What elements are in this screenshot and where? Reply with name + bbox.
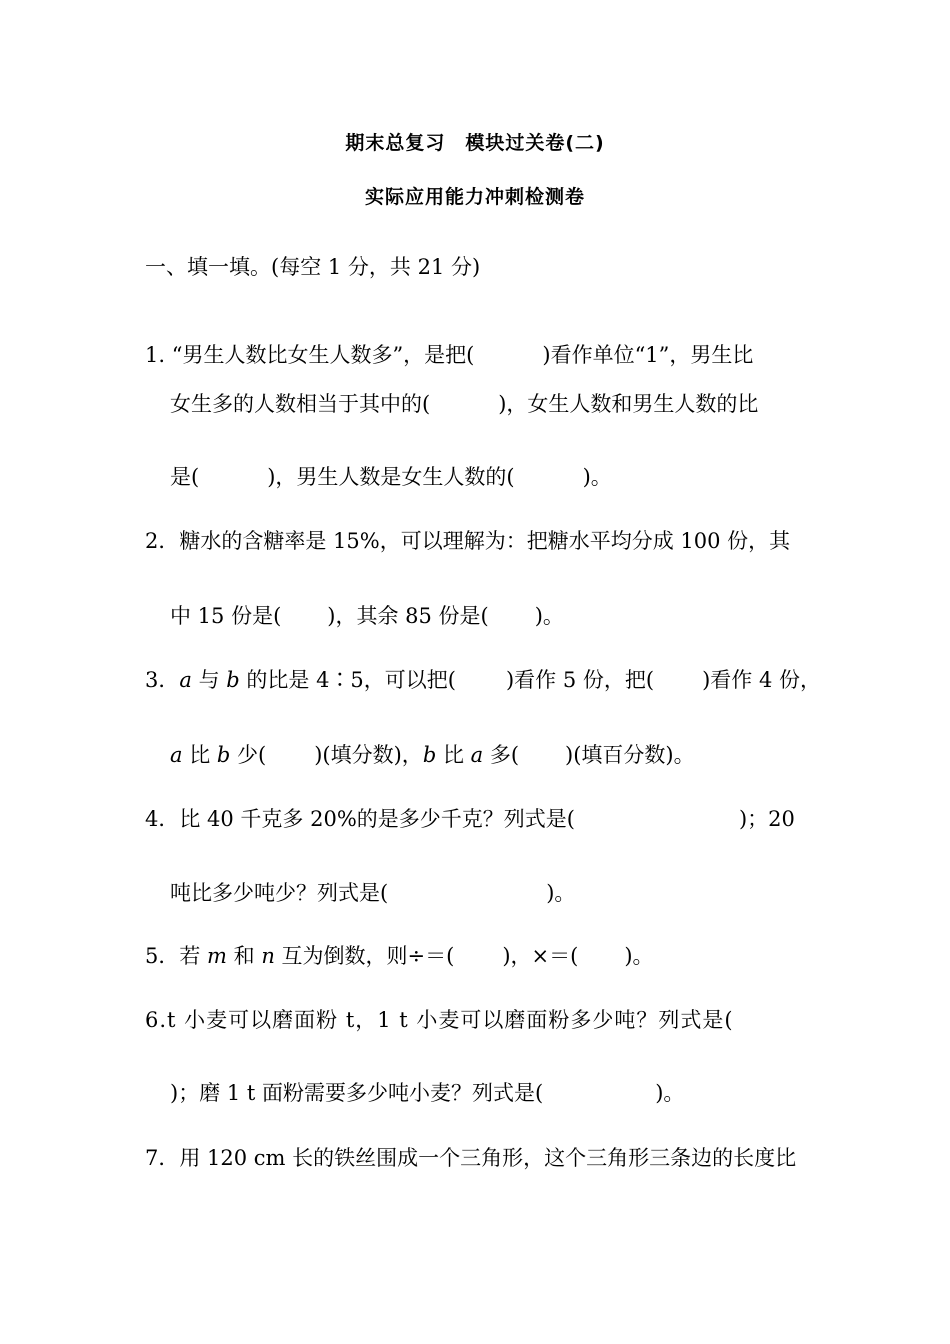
page-subtitle: 实际应用能力冲刺检测卷 xyxy=(364,186,585,208)
question-4-line-1 xyxy=(145,804,795,834)
q1-text: )，男生人数是女生人数的( xyxy=(267,465,515,489)
q5-text: 互为倒数，则÷＝( xyxy=(274,944,455,968)
question-1-line-1 xyxy=(145,340,753,370)
q1-text: 女生多的人数相当于其中的( xyxy=(170,392,431,416)
q1-text: 1. “男生人数比女生人数多”，是把( xyxy=(145,343,475,367)
q1-text: )，女生人数和男生人数的比 xyxy=(498,392,759,416)
q2-text: 中 15 份是( xyxy=(170,604,282,628)
q5-text: )，×＝( xyxy=(502,944,579,968)
q4-text: )；20 xyxy=(738,807,795,831)
question-2-line-2 xyxy=(170,601,564,631)
q6-text: )；磨 1 t 面粉需要多少吨小麦？列式是( xyxy=(170,1081,544,1105)
q3-var: a xyxy=(170,743,183,767)
q2-text: )。 xyxy=(534,604,564,628)
q4-text: 4．比 40 千克多 20%的是多少千克？列式是( xyxy=(145,807,575,831)
q3-var: b xyxy=(422,743,437,767)
question-5 xyxy=(145,941,654,971)
q3-var: a xyxy=(470,743,484,767)
q3-text: 多( xyxy=(483,743,520,767)
question-1-line-2 xyxy=(170,389,758,419)
q3-text: 比 xyxy=(182,743,217,767)
question-6-line-1: 6.t 小麦可以磨面粉 t，1 t 小麦可以磨面粉多少吨？列式是( xyxy=(145,1008,734,1032)
q3-text: )看作 5 份，把( xyxy=(505,668,655,692)
question-1-line-3 xyxy=(170,462,612,492)
q3-text: )看作 4 份， xyxy=(702,668,821,692)
q3-text: 与 xyxy=(191,668,227,692)
section-heading: 一、填一填。(每空 1 分，共 21 分) xyxy=(145,255,481,279)
q5-var: m xyxy=(207,944,227,968)
question-3-line-1 xyxy=(145,665,821,695)
page-title: 期末总复习 模块过关卷(二) xyxy=(345,132,605,154)
q5-text: 5．若 xyxy=(145,944,208,968)
q4-text: )。 xyxy=(546,881,576,905)
q5-text: 和 xyxy=(226,944,262,968)
q6-text: )。 xyxy=(655,1081,685,1105)
q3-text: )(填分数)， xyxy=(314,743,423,767)
question-3-line-2 xyxy=(170,740,695,770)
question-2-line-1: 2．糖水的含糖率是 15%，可以理解为：把糖水平均分成 100 份，其 xyxy=(145,529,791,553)
q1-text: )看作单位“1”，男生比 xyxy=(542,343,754,367)
q1-text: )。 xyxy=(582,465,612,489)
q3-text: 3． xyxy=(145,668,180,692)
q3-text: 少( xyxy=(230,743,267,767)
question-4-line-2 xyxy=(170,878,575,908)
q3-var: a xyxy=(179,668,192,692)
q4-text: 吨比多少吨少？列式是( xyxy=(170,881,389,905)
q5-var: n xyxy=(261,944,275,968)
q3-text: )(填百分数)。 xyxy=(565,743,695,767)
q2-text: )，其余 85 份是( xyxy=(327,604,489,628)
q3-text: 的比是 4∶5，可以把( xyxy=(239,668,456,692)
question-6-line-2 xyxy=(170,1078,684,1108)
q3-text: 比 xyxy=(436,743,471,767)
q3-var: b xyxy=(226,668,240,692)
q3-var: b xyxy=(216,743,231,767)
question-7-line-1: 7．用 120 cm 长的铁丝围成一个三角形，这个三角形三条边的长度比 xyxy=(145,1146,797,1170)
q5-text: )。 xyxy=(624,944,654,968)
q1-text: 是( xyxy=(170,465,200,489)
